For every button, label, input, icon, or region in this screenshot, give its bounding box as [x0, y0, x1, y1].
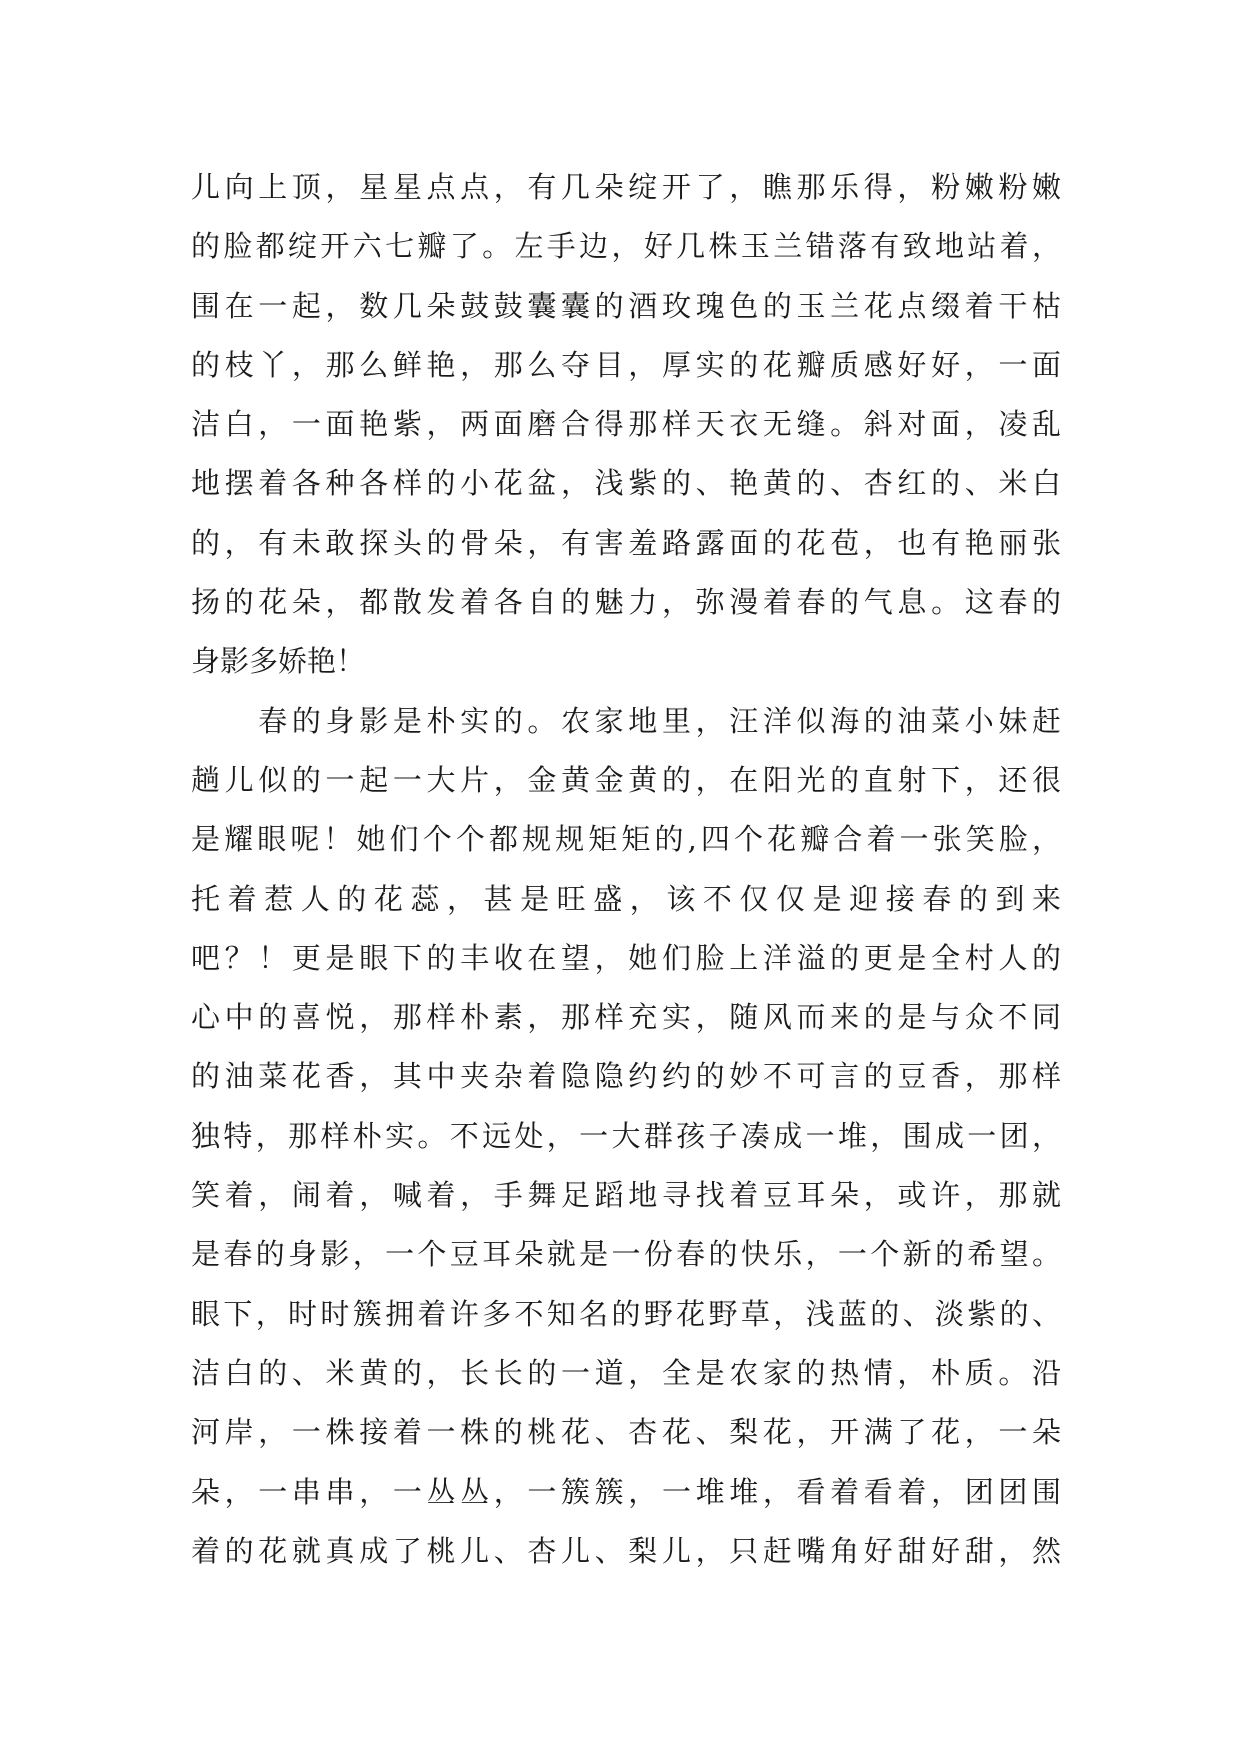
- text-line: 趟儿似的一起一大片，金黄金黄的，在阳光的直射下，还很: [191, 762, 1061, 797]
- text-line: 吧？！更是眼下的丰收在望，她们脸上洋溢的更是全村人的: [191, 940, 1061, 975]
- text-line: 朵，一串串，一丛丛，一簇簇，一堆堆，看着看着，团团围: [191, 1474, 1061, 1509]
- text-line: 独特，那样朴实。不远处，一大群孩子凑成一堆，围成一团，: [191, 1118, 1061, 1153]
- text-line: 春的身影是朴实的。农家地里，汪洋似海的油菜小妹赶: [191, 703, 1061, 738]
- text-line: 是耀眼呢！她们个个都规规矩矩的,四个花瓣合着一张笑脸，: [191, 822, 1061, 857]
- text-line: 是春的身影，一个豆耳朵就是一份春的快乐，一个新的希望。: [191, 1237, 1061, 1272]
- text-line: 围在一起，数几朵鼓鼓囊囊的酒玫瑰色的玉兰花点缀着干枯: [191, 288, 1061, 323]
- text-line: 托着惹人的花蕊，甚是旺盛，该不仅仅是迎接春的到来: [191, 881, 1061, 916]
- text-line: 扬的花朵，都散发着各自的魅力，弥漫着春的气息。这春的: [191, 585, 1061, 620]
- text-line: 着的花就真成了桃儿、杏儿、梨儿，只赶嘴角好甜好甜，然: [191, 1533, 1061, 1568]
- text-line: 的油菜花香，其中夹杂着隐隐约约的妙不可言的豆香，那样: [191, 1059, 1061, 1094]
- text-line: 河岸，一株接着一株的桃花、杏花、梨花，开满了花，一朵: [191, 1415, 1061, 1450]
- text-line: 身影多娇艳！: [191, 644, 366, 679]
- text-line: 笑着，闹着，喊着，手舞足蹈地寻找着豆耳朵，或许，那就: [191, 1178, 1061, 1213]
- text-line: 眼下，时时簇拥着许多不知名的野花野草，浅蓝的、淡紫的、: [191, 1296, 1061, 1331]
- text-line: 洁白的、米黄的，长长的一道，全是农家的热情，朴质。沿: [191, 1355, 1061, 1390]
- text-line: 地摆着各种各样的小花盆，浅紫的、艳黄的、杏红的、米白: [191, 466, 1061, 501]
- text-line: 儿向上顶，星星点点，有几朵绽开了，瞧那乐得，粉嫩粉嫩: [191, 170, 1061, 204]
- text-line: 心中的喜悦，那样朴素，那样充实，随风而来的是与众不同: [191, 1000, 1061, 1035]
- body-text: [191, 158, 1061, 1581]
- text-line: 的枝丫，那么鲜艳，那么夺目，厚实的花瓣质感好好，一面: [191, 347, 1061, 382]
- text-line: 洁白，一面艳紫，两面磨合得那样天衣无缝。斜对面，凌乱: [191, 407, 1061, 442]
- text-line: 的脸都绽开六七瓣了。左手边，好几株玉兰错落有致地站着，: [191, 229, 1061, 264]
- text-line: 的，有未敢探头的骨朵，有害羞路露面的花苞，也有艳丽张: [191, 525, 1061, 560]
